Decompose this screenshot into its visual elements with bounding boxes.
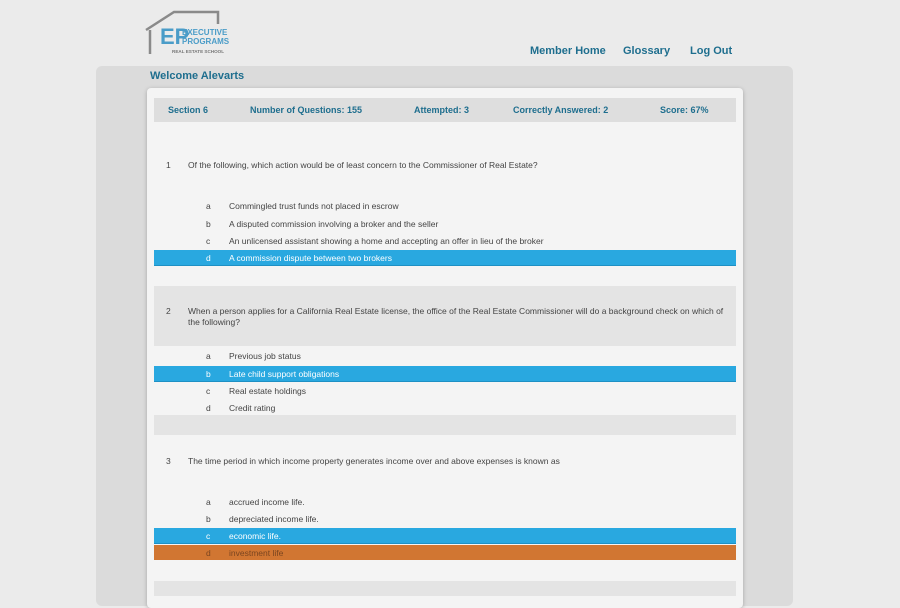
question-divider (154, 581, 736, 596)
question-text: The time period in which income property generates income over and above expenses is known as (188, 456, 560, 466)
question-number: 2 (166, 306, 171, 316)
option-letter: c (206, 531, 211, 541)
option-letter: d (206, 253, 211, 263)
school-logo[interactable] (144, 10, 230, 58)
option-letter: a (206, 351, 211, 361)
option-text: A disputed commission involving a broker and the seller (229, 219, 439, 229)
answer-option[interactable] (154, 400, 736, 415)
option-text: An unlicensed assistant showing a home and accepting an offer in lieu of the broker (229, 236, 544, 246)
option-letter: c (206, 386, 211, 396)
question-row (154, 451, 736, 475)
svg-text:EP: EP (160, 24, 190, 49)
log-out-link[interactable]: Log Out (690, 45, 733, 57)
option-text: Credit rating (229, 403, 276, 413)
option-text: Real estate holdings (229, 386, 307, 396)
option-letter: b (206, 369, 211, 379)
welcome-message: Welcome Alevarts (150, 70, 245, 82)
option-letter: c (206, 236, 211, 246)
correct-count: Correctly Answered: 2 (513, 105, 609, 115)
option-letter: b (206, 219, 211, 229)
question-number: 1 (166, 160, 171, 170)
option-text: depreciated income life. (229, 514, 319, 524)
question-number: 3 (166, 456, 171, 466)
option-text: Commingled trust funds not placed in escrow (229, 201, 399, 211)
answer-option[interactable] (154, 216, 736, 231)
question-row (154, 286, 736, 346)
answer-option[interactable] (154, 348, 736, 363)
answer-option[interactable] (154, 494, 736, 509)
option-text: accrued income life. (229, 497, 305, 507)
option-text: investment life (229, 548, 284, 558)
option-letter: b (206, 514, 211, 524)
score-value: Score: 67% (660, 105, 709, 115)
question-row (154, 155, 736, 179)
option-letter: a (206, 497, 211, 507)
attempted-count: Attempted: 3 (414, 105, 470, 115)
answer-option[interactable] (154, 383, 736, 398)
option-text: A commission dispute between two brokers (229, 253, 392, 263)
svg-text:REAL ESTATE SCHOOL: REAL ESTATE SCHOOL (172, 49, 225, 54)
svg-text:EXECUTIVE: EXECUTIVE (182, 28, 228, 37)
svg-text:PROGRAMS: PROGRAMS (182, 37, 230, 46)
member-home-link[interactable]: Member Home (530, 45, 606, 57)
answer-option[interactable] (154, 198, 736, 213)
answer-option-selected[interactable] (154, 366, 736, 382)
question-text: Of the following, which action would be of least concern to the Commissioner of Real Estate? (188, 160, 538, 170)
section-label: Section 6 (168, 105, 209, 115)
glossary-link[interactable]: Glossary (623, 45, 671, 57)
num-questions: Number of Questions: 155 (250, 105, 363, 115)
answer-option-selected[interactable] (154, 250, 736, 266)
answer-option-selected[interactable] (154, 528, 736, 544)
answer-option[interactable] (154, 233, 736, 248)
option-text: Previous job status (229, 351, 301, 361)
answer-option-incorrect[interactable] (154, 545, 736, 560)
option-letter: a (206, 201, 211, 211)
quiz-stats-bar (154, 98, 736, 122)
question-divider (154, 415, 736, 435)
option-text: economic life. (229, 531, 281, 541)
answer-option[interactable] (154, 511, 736, 526)
question-text: When a person applies for a California Real Estate license, the office of the Real Estate Commissioner will do a background check on which of the following? (188, 306, 724, 327)
option-letter: d (206, 403, 211, 413)
option-letter: d (206, 548, 211, 558)
option-text: Late child support obligations (229, 369, 340, 379)
